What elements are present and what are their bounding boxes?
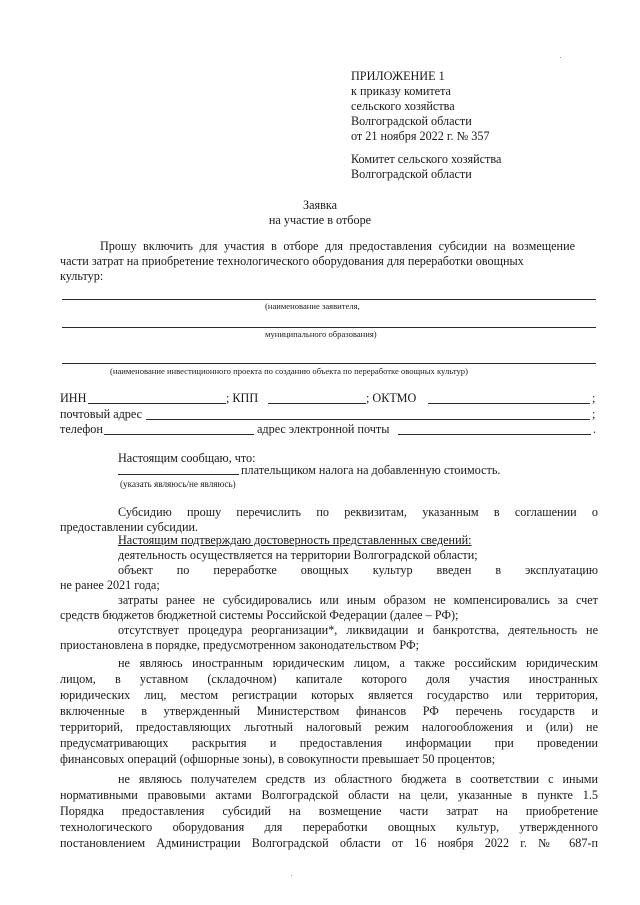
header-line: сельского хозяйства [351,99,455,113]
applicant-blank-line[interactable] [62,299,596,300]
project-caption: (наименование инвестиционного проекта по созданию объекта по переработке овощных культур) [110,366,468,376]
recipient-line: Волгоградской области [351,167,472,181]
condition-line: технологического оборудования для переработки овощных культур, утвержденного [60,820,598,834]
kpp-field[interactable] [268,403,366,404]
condition-line: включенные в утвержденный Министерством финансов РФ перечень государств и [60,704,598,718]
document-subtitle: на участие в отборе [268,213,372,227]
vat-intro: Настоящим сообщаю, что: [118,451,256,465]
intro-line: Прошу включить для участия в отборе для предоставления субсидии на возмещение [100,239,575,253]
vat-hint: (указать являюсь/не являюсь) [120,479,236,489]
order-date-number: от 21 ноября 2022 г. № 357 [351,129,490,143]
confirm-heading: Настоящим подтверждаю достоверность представленных сведений: [118,533,472,547]
condition-line: юридических лиц, местом регистрации которых является государство или территория, [60,688,598,702]
phone-field[interactable] [104,434,254,435]
body-line: Субсидию прошу перечислить по реквизитам, указанным в соглашении о [118,505,598,519]
condition-line: деятельность осуществляется на территории Волгоградской области; [118,548,478,562]
inn-label: ИНН [60,391,87,405]
condition-line: объект по переработке овощных культур введен в эксплуатацию [118,563,598,577]
condition-line: территорий, предоставляющих льготный налоговый режим налогообложения и (или) не [60,720,598,734]
condition-line: предусматривающих раскрытия и предоставления информации при проведении [60,736,598,750]
separator: ; [592,407,596,421]
email-label: адрес электронной почты [257,422,390,436]
condition-line: приостановлена в порядке, предусмотренном законодательством РФ; [60,638,419,652]
appendix-label: ПРИЛОЖЕНИЕ 1 [351,69,445,83]
document-title: Заявка [302,198,338,212]
recipient-line: Комитет сельского хозяйства [351,152,502,166]
separator: . [593,422,597,436]
email-field[interactable] [398,434,591,435]
oktmo-label: ; ОКТМО [366,391,417,405]
applicant-caption: (наименование заявителя, [265,301,360,311]
condition-line: средств бюджетов бюджетной системы Российской Федерации (далее – РФ); [60,608,459,622]
vat-text: плательщиком налога на добавленную стоимость. [241,463,501,477]
header-line: Волгоградской области [351,114,472,128]
vat-status-field[interactable] [118,474,239,475]
condition-line: постановлением Администрации Волгоградской области от 16 ноября 2022 г. № 687-п [60,836,598,850]
kpp-label: ; КПП [226,391,259,405]
intro-line: культур: [60,269,104,283]
condition-line: не являюсь иностранным юридическим лицом, а также российским юридическим [118,656,598,670]
municipality-caption: муниципального образования) [265,329,377,339]
scan-speck [291,875,292,876]
condition-line: не ранее 2021 года; [60,578,160,592]
postal-address-label: почтовый адрес [60,407,143,421]
body-line: предоставлении субсидии. [60,520,199,534]
condition-line: затраты ранее не субсидировались или иным образом не компенсировались за счет [118,593,598,607]
condition-line: лицом, в уставном (складочном) капитале которого доля участия иностранных [60,672,598,686]
project-blank-line[interactable] [62,363,596,364]
intro-line: части затрат на приобретение технологического оборудования для переработки овощных [60,254,524,268]
postal-address-field[interactable] [146,419,590,420]
phone-label: телефон [60,422,103,436]
condition-line: финансовых операций (офшорные зоны), в совокупности превышает 50 процентов; [60,752,496,766]
condition-line: нормативными правовыми актами Волгоградской области на цели, указанные в пункте 1.5 [60,788,598,802]
separator: ; [592,391,596,405]
header-line: к приказу комитета [351,84,451,98]
condition-line: отсутствует процедура реорганизации*, ликвидации и банкротства, деятельность не [118,623,598,637]
oktmo-field[interactable] [428,403,590,404]
condition-line: Порядка предоставления субсидий на возмещение части затрат на приобретение [60,804,598,818]
scan-speck [560,57,561,58]
condition-line: не являюсь получателем средств из областного бюджета в соответствии с иными [118,772,598,786]
inn-field[interactable] [88,403,226,404]
municipality-blank-line[interactable] [62,327,596,328]
